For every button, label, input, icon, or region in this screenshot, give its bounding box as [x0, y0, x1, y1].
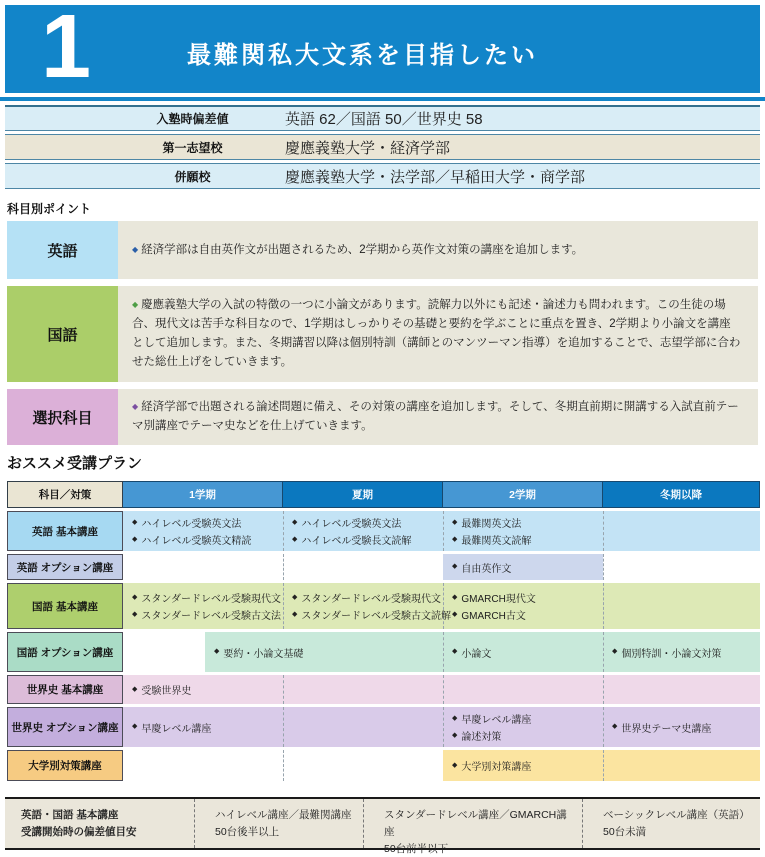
column-divider: [283, 750, 284, 781]
course-label: 最難関英文読解: [461, 536, 532, 547]
row-label: 英語 オプション講座: [7, 554, 123, 580]
row-label: 国語 オプション講座: [7, 632, 123, 672]
course-label: スタンダードレベル受験現代文: [141, 594, 281, 605]
column-divider: [283, 707, 284, 747]
profile-label: 併願校: [174, 169, 211, 184]
column-header-term1: 1学期: [123, 481, 283, 508]
table-row: [5, 163, 760, 189]
course-item: [132, 606, 283, 623]
column-header-summer: 夏期: [283, 481, 443, 508]
course-item: [452, 589, 603, 606]
plan-cell: [443, 750, 603, 781]
row-label: 英語 基本講座: [7, 511, 123, 551]
legend-item: [583, 799, 760, 848]
course-item: [292, 531, 443, 548]
column-divider: [603, 511, 604, 551]
legend-line: 50台前半以下: [384, 843, 449, 855]
diamond-bullet-icon: ◆: [452, 518, 458, 526]
course-item: [132, 531, 283, 548]
course-label: ハイレベル受験長文読解: [301, 536, 412, 547]
student-profile-table: [5, 105, 760, 192]
course-label: スタンダードレベル受験古文読解: [301, 611, 451, 622]
course-label: ハイレベル受験英文法: [141, 519, 242, 530]
course-item: [214, 644, 443, 661]
row-band: [123, 707, 760, 747]
course-item: [612, 644, 760, 661]
row-label: 世界史 基本講座: [7, 675, 123, 704]
legend-line: ベーシックレベル講座（英語）: [603, 809, 750, 821]
legend-line: 英語・国語 基本講座: [21, 809, 119, 821]
plan-cell: [283, 511, 443, 551]
course-item: [452, 559, 603, 576]
column-divider: [443, 675, 444, 704]
legend-item: [364, 799, 583, 855]
course-item: [612, 719, 760, 736]
column-divider: [283, 675, 284, 704]
plan-row-history-option: [7, 707, 760, 747]
plan-cell: [283, 583, 451, 629]
plan-cell: [443, 583, 603, 629]
profile-value: 英語 62／国語 50／世界史 58: [285, 111, 483, 128]
column-divider: [603, 750, 604, 781]
course-item: [132, 589, 283, 606]
diamond-bullet-icon: ◆: [612, 723, 618, 730]
course-item: [132, 514, 283, 531]
plan-cell: [123, 707, 283, 747]
table-row: [5, 105, 760, 131]
course-item: [132, 719, 283, 736]
points-body: 慶應義塾大学の入試の特徴の一つに小論文があります。読解力以外にも記述・論述力も問われます。この生徒の場合、現代文は苦手な科目なので、1学期はしっかりその基礎と要約を学ぶことに重点を置き、2学期より小論文を講座として追加します。また、冬期講習以降は個別特訓（講師とのマンツーマン指導）を追加することで、志望学部に合わせた総仕上げをしていきます。: [132, 299, 741, 368]
course-label: GMARCH古文: [461, 611, 526, 622]
diamond-bullet-icon: ◆: [452, 714, 458, 722]
plan-cell: [443, 554, 603, 580]
legend-line: 50台未満: [603, 826, 647, 838]
column-divider: [603, 554, 604, 580]
profile-label: 入塾時偏差値: [156, 112, 229, 126]
course-item: [292, 606, 451, 623]
legend-line: 受講開始時の偏差値目安: [21, 826, 137, 838]
points-body: 経済学部で出題される論述問題に備え、その対策の講座を追加します。そして、冬期直前期に開講する入試直前テーマ別講座でテーマ史などを仕上げていきます。: [132, 401, 739, 432]
row-band: [123, 675, 760, 704]
points-body: 経済学部は自由英作文が出題されるため、2学期から英作文対策の講座を追加します。: [141, 243, 584, 256]
legend-item: [5, 799, 195, 848]
course-label: 論述対策: [461, 732, 502, 743]
subject-label: 選択科目: [7, 389, 118, 445]
points-row-english: [7, 221, 758, 279]
title-banner: [5, 0, 760, 97]
course-label: 要約・小論文基礎: [223, 648, 304, 660]
course-label: 大学別対策講座: [461, 762, 532, 773]
diamond-bullet-icon: ◆: [452, 731, 458, 739]
course-item: [452, 514, 603, 531]
course-item: [132, 681, 283, 698]
course-label: 最難関英文法: [461, 519, 522, 530]
points-row-japanese: [7, 286, 758, 382]
course-item: [452, 710, 603, 727]
course-label: スタンダードレベル受験古文法: [141, 611, 281, 622]
course-label: 受験世界史: [141, 686, 192, 697]
diamond-bullet-icon: ◆: [292, 593, 298, 601]
course-label: ハイレベル受験英文精読: [141, 536, 252, 547]
case-number: 1: [41, 0, 92, 97]
plan-row-english-option: [7, 554, 760, 580]
diamond-bullet-icon: ◆: [132, 610, 138, 618]
diamond-bullet-icon: ◆: [292, 535, 298, 543]
diamond-bullet-icon: ◆: [132, 244, 139, 254]
points-row-elective: [7, 389, 758, 445]
table-row: [5, 134, 760, 160]
diamond-bullet-icon: ◆: [132, 593, 138, 601]
course-label: スタンダードレベル受験現代文: [301, 594, 441, 605]
diamond-bullet-icon: ◆: [132, 685, 138, 693]
course-label: 小論文: [461, 648, 492, 660]
course-item: [452, 531, 603, 548]
course-label: 世界史テーマ史講座: [621, 723, 712, 735]
points-text: [118, 286, 758, 382]
plan-row-english-basic: [7, 511, 760, 551]
course-plan-table: [7, 481, 760, 784]
banner-underline: [0, 97, 765, 101]
plan-cell: [443, 632, 603, 672]
profile-value: 慶應義塾大学・法学部／早稲田大学・商学部: [285, 168, 586, 186]
row-label: 大学別対策講座: [7, 750, 123, 781]
course-label: 個別特訓・小論文対策: [621, 648, 722, 660]
diamond-bullet-icon: ◆: [452, 593, 458, 601]
plan-row-university: [7, 750, 760, 781]
diamond-bullet-icon: ◆: [132, 518, 138, 526]
legend-line: スタンダードレベル講座／GMARCH講座: [384, 809, 567, 838]
column-header: 科目／対策: [7, 481, 123, 508]
course-label: 早慶レベル講座: [461, 715, 532, 726]
course-item: [452, 727, 603, 744]
diamond-bullet-icon: ◆: [452, 610, 458, 618]
legend-line: 50台後半以上: [215, 826, 280, 838]
course-item: [452, 757, 603, 774]
deviation-legend: [5, 797, 760, 855]
subject-label: 英語: [7, 221, 118, 279]
course-label: GMARCH現代文: [461, 594, 536, 605]
plan-row-japanese-basic: [7, 583, 760, 629]
plan-cell: [443, 707, 603, 747]
profile-label: 第一志望校: [162, 140, 223, 155]
diamond-bullet-icon: ◆: [452, 535, 458, 543]
plan-cell: [603, 707, 760, 747]
diamond-bullet-icon: ◆: [132, 300, 139, 309]
column-divider: [283, 554, 284, 580]
column-divider: [603, 583, 604, 629]
diamond-bullet-icon: ◆: [214, 648, 220, 655]
course-label: 自由英作文: [461, 563, 512, 575]
row-band: [123, 511, 760, 551]
subject-label: 国語: [7, 286, 118, 382]
course-item: [452, 606, 603, 623]
row-band: [123, 750, 760, 781]
row-band: [123, 554, 760, 580]
course-label: ハイレベル受験英文法: [301, 519, 402, 530]
row-band: [123, 632, 760, 672]
points-text: [118, 389, 758, 445]
row-band: [123, 583, 760, 629]
plan-cell: [123, 583, 283, 629]
column-divider: [603, 675, 604, 704]
row-label: 世界史 オプション講座: [7, 707, 123, 747]
diamond-bullet-icon: ◆: [132, 535, 138, 543]
points-text: [118, 221, 758, 279]
diamond-bullet-icon: ◆: [132, 723, 138, 730]
plan-cell: [205, 632, 443, 672]
section-heading-points: 科目別ポイント: [7, 202, 92, 216]
diamond-bullet-icon: ◆: [452, 648, 458, 655]
plan-cell: [603, 632, 760, 672]
plan-cell: [123, 675, 283, 704]
course-item: [452, 644, 603, 661]
plan-row-history-basic: [7, 675, 760, 704]
diamond-bullet-icon: ◆: [132, 402, 139, 411]
plan-row-japanese-option: [7, 632, 760, 672]
plan-header-row: [7, 481, 760, 508]
diamond-bullet-icon: ◆: [292, 518, 298, 526]
profile-value: 慶應義塾大学・経済学部: [285, 139, 451, 157]
section-heading-plan: おススメ受講プラン: [7, 455, 143, 472]
plan-cell: [123, 511, 283, 551]
diamond-bullet-icon: ◆: [452, 563, 458, 570]
plan-cell: [443, 511, 603, 551]
diamond-bullet-icon: ◆: [452, 761, 458, 769]
course-item: [292, 514, 443, 531]
diamond-bullet-icon: ◆: [292, 610, 298, 618]
course-label: 早慶レベル講座: [141, 723, 212, 735]
page-title: 最難関私大文系を目指したい: [187, 42, 538, 69]
diamond-bullet-icon: ◆: [612, 648, 618, 655]
column-header-winter: 冬期以降: [603, 481, 760, 508]
row-label: 国語 基本講座: [7, 583, 123, 629]
column-header-term2: 2学期: [443, 481, 603, 508]
legend-item: [195, 799, 364, 848]
course-item: [292, 589, 443, 606]
legend-line: ハイレベル講座／最難関講座: [215, 809, 352, 821]
subject-points: [7, 221, 758, 452]
